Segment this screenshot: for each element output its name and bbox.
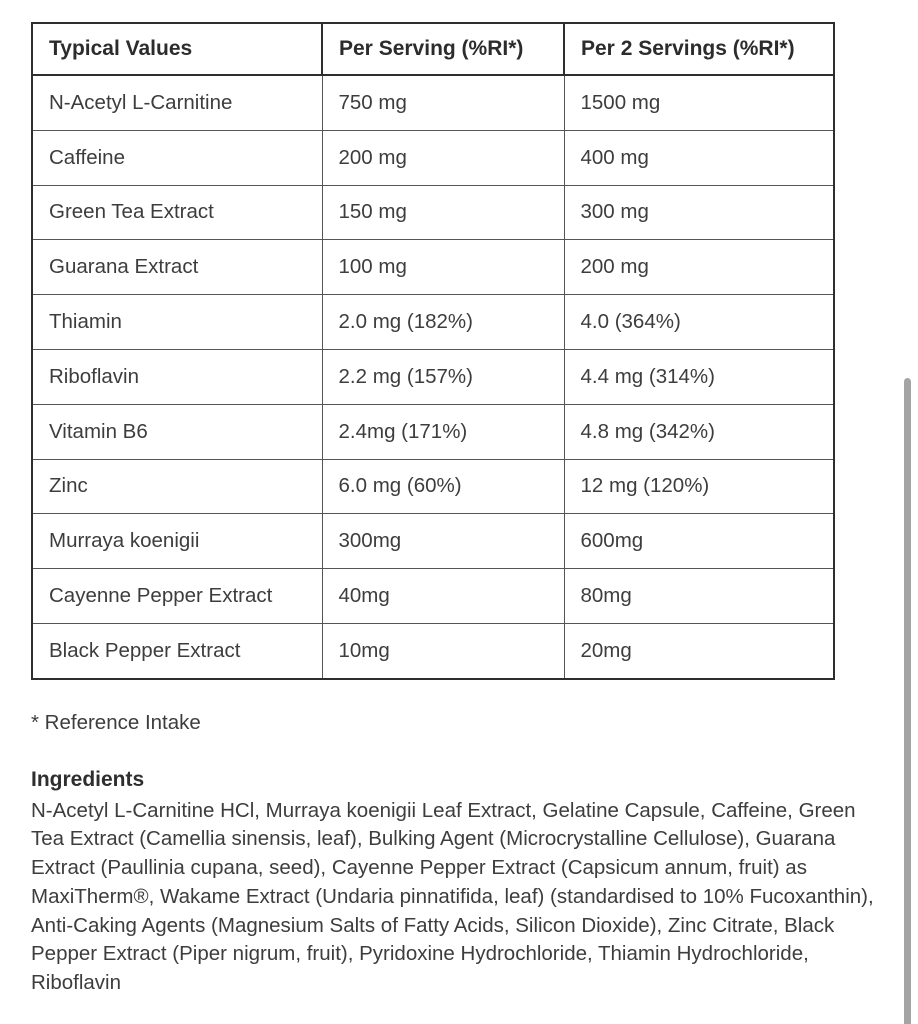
ingredient-name: Murraya koenigii [32, 514, 322, 569]
ingredient-name: Vitamin B6 [32, 404, 322, 459]
per-2-servings-value: 12 mg (120%) [564, 459, 834, 514]
ingredients-heading: Ingredients [31, 767, 145, 791]
table-row [32, 75, 834, 130]
per-serving-value: 2.2 mg (157%) [322, 349, 564, 404]
vertical-scrollbar-thumb[interactable] [904, 378, 911, 1024]
per-2-servings-value: 300 mg [564, 185, 834, 240]
ingredient-name: Thiamin [32, 295, 322, 350]
per-serving-value: 10mg [322, 623, 564, 678]
reference-intake-footnote: * Reference Intake [31, 710, 201, 734]
table-row [32, 404, 834, 459]
ingredient-name: Caffeine [32, 130, 322, 185]
per-serving-value: 2.0 mg (182%) [322, 295, 564, 350]
column-header-per-serving: Per Serving (%RI*) [322, 23, 564, 75]
table-row [32, 130, 834, 185]
table-header-row [32, 23, 834, 75]
per-serving-value: 150 mg [322, 185, 564, 240]
ingredient-name: Guarana Extract [32, 240, 322, 295]
ingredient-name: Zinc [32, 459, 322, 514]
per-2-servings-value: 4.4 mg (314%) [564, 349, 834, 404]
per-2-servings-value: 1500 mg [564, 75, 834, 130]
per-2-servings-value: 4.0 (364%) [564, 295, 834, 350]
table-row [32, 349, 834, 404]
per-serving-value: 6.0 mg (60%) [322, 459, 564, 514]
per-2-servings-value: 400 mg [564, 130, 834, 185]
per-serving-value: 100 mg [322, 240, 564, 295]
ingredient-name: Riboflavin [32, 349, 322, 404]
column-header-typical-values: Typical Values [32, 23, 322, 75]
per-serving-value: 300mg [322, 514, 564, 569]
per-2-servings-value: 600mg [564, 514, 834, 569]
per-serving-value: 2.4mg (171%) [322, 404, 564, 459]
table-row [32, 569, 834, 624]
table-row [32, 240, 834, 295]
per-2-servings-value: 20mg [564, 623, 834, 678]
ingredient-name: N-Acetyl L-Carnitine [32, 75, 322, 130]
per-2-servings-value: 4.8 mg (342%) [564, 404, 834, 459]
per-serving-value: 40mg [322, 569, 564, 624]
table-row [32, 295, 834, 350]
table-row [32, 185, 834, 240]
ingredient-name: Green Tea Extract [32, 185, 322, 240]
table-row [32, 623, 834, 678]
per-serving-value: 200 mg [322, 130, 564, 185]
per-serving-value: 750 mg [322, 75, 564, 130]
page-content [31, 22, 879, 998]
table-row [32, 459, 834, 514]
column-header-per-2-servings: Per 2 Servings (%RI*) [564, 23, 834, 75]
table-row [32, 514, 834, 569]
ingredients-list: N-Acetyl L-Carnitine HCl, Murraya koenigii Leaf Extract, Gelatine Capsule, Caffeine, Green Tea Extract (Camellia sinensis, leaf), Bulking Agent (Microcrystalline Cellulose), Guarana Extract (Paullinia cupana, seed), Cayenne Pepper Extract (Capsicum annum, fruit) as MaxiTherm®, Wakame Extract (Undaria pinnatifida, leaf) (standardised to 10% Fucoxanthin), Anti-Caking Agents (Magnesium Salts of Fatty Acids, Silicon Dioxide), Zinc Citrate, Black Pepper Extract (Piper nigrum, fruit), Pyridoxine Hydrochloride, Thiamin Hydrochloride, Riboflavin [31, 798, 874, 994]
typical-values-table [31, 22, 835, 680]
ingredient-name: Black Pepper Extract [32, 623, 322, 678]
per-2-servings-value: 80mg [564, 569, 834, 624]
ingredient-name: Cayenne Pepper Extract [32, 569, 322, 624]
per-2-servings-value: 200 mg [564, 240, 834, 295]
